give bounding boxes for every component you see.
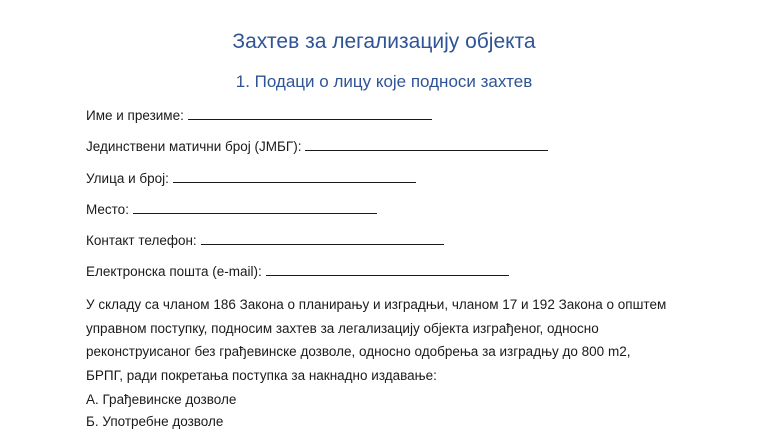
paragraph-line: БРПГ, ради покретања поступка за накнадно издавање: [86,367,437,383]
email-input[interactable] [266,263,509,276]
place-input[interactable] [133,201,377,214]
field-full-name [86,107,432,123]
field-jmbg [86,138,548,154]
field-label: Место: [86,202,129,217]
street-input[interactable] [173,170,416,183]
document-title: Захтев за легализацију објекта [232,30,536,53]
field-phone [86,232,444,248]
field-email [86,263,509,279]
jmbg-input[interactable] [305,138,548,151]
field-label: Јединствени матични број (ЈМБГ): [86,139,302,154]
full-name-input[interactable] [188,107,432,120]
paragraph-line: У складу са чланом 186 Закона о планирању и изградњи, чланом 17 и 192 Закона о општем [86,297,667,312]
request-paragraph [86,293,726,387]
field-label: Електронска пошта (e-mail): [86,264,262,279]
field-street [86,170,416,186]
field-label: Контакт телефон: [86,233,197,248]
section-title: 1. Подаци о лицу које подноси захтев [235,72,533,91]
field-label: Име и презиме: [86,108,184,123]
field-label: Улица и број: [86,171,169,186]
option-use-permit[interactable]: Б. Употребне дозволе [86,414,224,429]
paragraph-line: реконструисаног без грађевинске дозволе, односно одобрења за изградњу до 800 m2, [86,344,631,359]
option-building-permit[interactable]: А. Грађевинске дозволе [86,392,237,407]
field-place [86,201,377,217]
phone-input[interactable] [201,232,444,245]
paragraph-line: управном поступку, подносим захтев за легализацију објекта изграђеног, односно [86,320,599,336]
